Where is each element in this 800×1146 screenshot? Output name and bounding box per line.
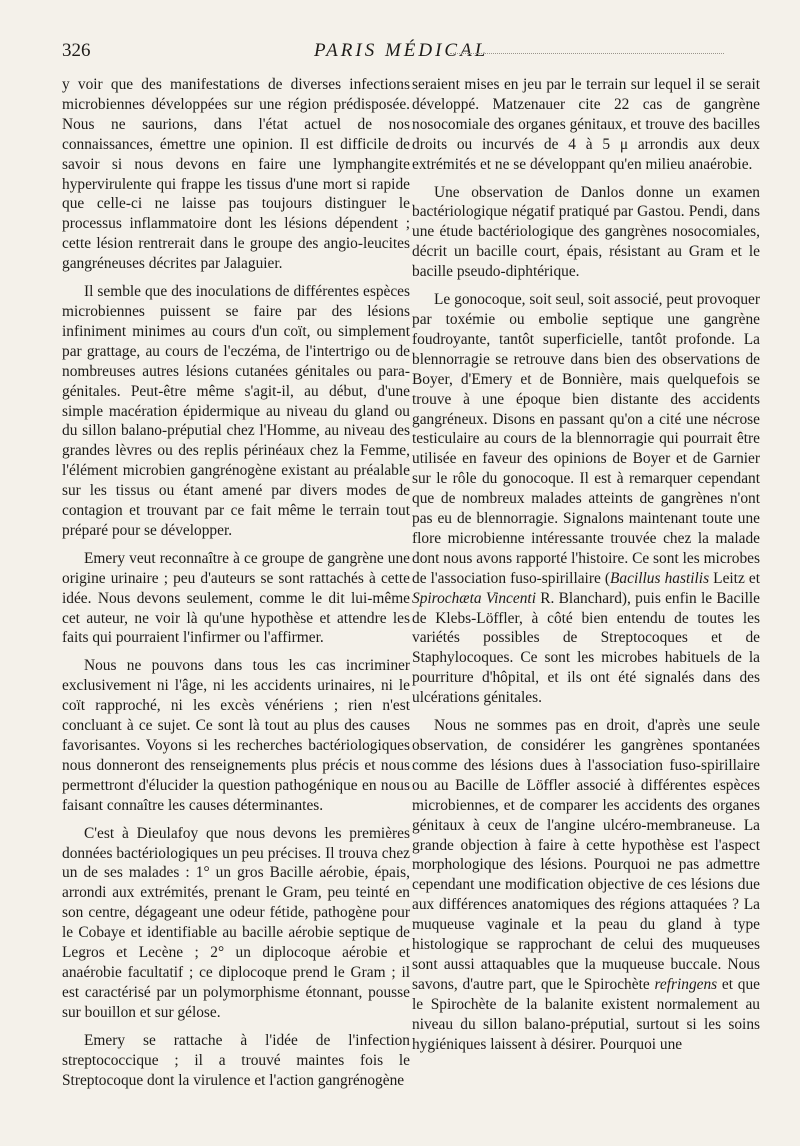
page-number: 326: [62, 40, 91, 61]
journal-title: PARIS MÉDICAL: [314, 40, 489, 61]
paragraph: [412, 290, 760, 708]
paragraph: seraient mises en jeu par le terrain sur lequel il se serait développé. Matzenauer cite 22 cas de gangrène nosocomiale des organes génitaux, et trouve des bacilles droits ou incurvés de 4 à 5 μ arrondis aux deux extrémités et ne se développant qu'en milieu anaérobie.: [412, 76, 760, 173]
paragraph-text: Le gonocoque, soit seul, soit associé, peut provoquer par toxémie ou embolie septique une gangrène foudroyante, tantôt superficielle, tantôt profonde. La blennorragie se retrouve dans bien des observations de Boyer, d'Emery et de Bonnière, mais quelquefois se trouve à une époque bien distante des accidents gangréneux. Disons en passant qu'on a cité une nécrose testiculaire au cours de la blennorragie qui pourrait être utilisée en faveur des opinions de Boyer et de Garnier sur le rôle du gonocoque. Il est à remarquer cependant que de nombreux malades atteints de gangrènes n'ont pas eu de blennorragie. Signalons maintenant toute une flore microbienne intéressante trouvée chez la malade dont nous avons rapporté l'histoire. Ce sont les microbes de l'association fuso-spirillaire (: [412, 291, 760, 587]
paragraph: Nous ne pouvons dans tous les cas incriminer exclusivement ni l'âge, ni les accidents urinaires, ni le coït rapproché, ni les excès vénériens ; rien n'est concluant à ce sujet. Ce sont là tout au plus des causes favorisantes. Voyons si les recherches bactériologiques nous donneront des renseignements plus précis et nous permettront d'élucider la question pathogénique en nous faisant connaître les causes déterminantes.: [62, 657, 410, 814]
species-name: refringens: [654, 975, 718, 993]
paragraph: [412, 716, 760, 1054]
left-column: [62, 75, 410, 1090]
paragraph: Une observation de Danlos donne un examen bactériologique négatif pratiqué par Gastou. Pendi, dans une étude bactériologique des gangrènes nosocomiales, décrit un bacille court, épais, résistant au Gram et le bacille pseudo-diphtérique.: [412, 183, 760, 281]
paragraph: Emery veut reconnaître à ce groupe de gangrène une origine urinaire ; peu d'auteurs se sont rattachés à cette idée. Nous devons seulement, comme le dit lui-même cet auteur, ne voir là qu'une hypothèse et attendre les faits qui pourraient l'infirmer ou l'affirmer.: [62, 549, 410, 647]
paragraph: Emery se rattache à l'idée de l'infection streptococcique ; il a trouvé maintes fois le Streptocoque dont la virulence et l'action gangrénogène: [62, 1031, 410, 1089]
header-dotted-rule: [450, 53, 724, 54]
paragraph-text: et que le Spirochète de la balanite existent normalement au niveau du sillon balano-préputial, surtout si les soins hygiéniques laissent à désirer. Pourquoi une: [412, 975, 761, 1053]
paragraph: Il semble que des inoculations de différentes espèces microbiennes puissent se faire par des lésions infiniment minimes au cours d'un coït, ou simplement par grattage, au cours de l'eczéma, de l'intertrigo ou de nombreuses autres lésions cutanées génitales ou para-génitales. Peut-être même s'agit-il, au début, d'une simple macération épidermique au niveau du gland ou du sillon balano-préputial chez l'Homme, au niveau des grandes lèvres ou des replis périnéaux chez la Femme, l'élément microbien gangrénogène existant au préalable sur les tissus ou étant amené par divers modes de contagion et trouvant par ce fait même le terrain tout préparé pour se développer.: [62, 283, 410, 539]
running-header: [62, 40, 754, 72]
paragraph-text: Nous ne sommes pas en droit, d'après une seule observation, de considérer les gangrènes spontanées comme des lésions dues à l'association fuso-spirillaire ou au Bacille de Löffler associé à différentes espèces microbiennes, et de comparer les accidents des organes génitaux à ceux de l'angine ulcéro-membraneuse. La grande objection à faire à cette hypothèse est l'aspect morphologique des lésions. Pourquoi ne pas admettre cependant une modification objective de ces lésions due aux différences anatomiques des régions attaquées ? La muqueuse vaginale et la peau du gland à type histologique se rapprochant de celui des muqueuses sont aussi attaquables que la muqueuse buccale. Nous savons, d'autre part, que le Spirochète: [412, 717, 760, 993]
paragraph: y voir que des manifestations de diverses infections microbiennes développées sur une région prédisposée. Nous ne saurions, dans l'état actuel de nos connaissances, émettre une opinion. Il est difficile de savoir si nous devons en faire une lymphangite hypervirulente qui frappe les tissus d'une mort si rapide que celle-ci ne laisse pas toujours distinguer le processus inflammatoire dont les lésions dépendent ; cette lésion rentrerait dans le groupe des angio-leucites gangréneuses décrites par Jalaguier.: [62, 76, 410, 273]
paragraph-text: Leitz et: [709, 569, 761, 587]
species-name: Bacillus hastilis: [610, 569, 710, 587]
paragraph-text: R. Blanchard), puis enfin le Bacille de Klebs-Löffler, à côté bien entendu de toutes les variétés possibles de Streptocoques et de Staphylocoques. Ce sont les microbes habituels de la pourriture d'hôpital, et ils ont été signalés dans des ulcérations génitales.: [412, 589, 760, 707]
species-name: Spirochæta Vincenti: [412, 589, 536, 607]
right-column: [412, 75, 760, 1055]
paragraph: C'est à Dieulafoy que nous devons les premières données bactériologiques un peu précises. Il trouva chez un de ses malades : 1° un gros Bacille aérobie, épais, arrondi aux extrémités, prenant le Gram, peu teinté en son centre, dégageant une odeur fétide, pathogène pour le Cobaye et identifiable au bacille aérobie septique de Legros et Lecène ; 2° un diplocoque aérobie et anaérobie facultatif ; ce diplocoque prend le Gram ; il est caractérisé par un polymorphisme étonnant, pousse sur bouillon et sur gélose.: [62, 824, 410, 1021]
